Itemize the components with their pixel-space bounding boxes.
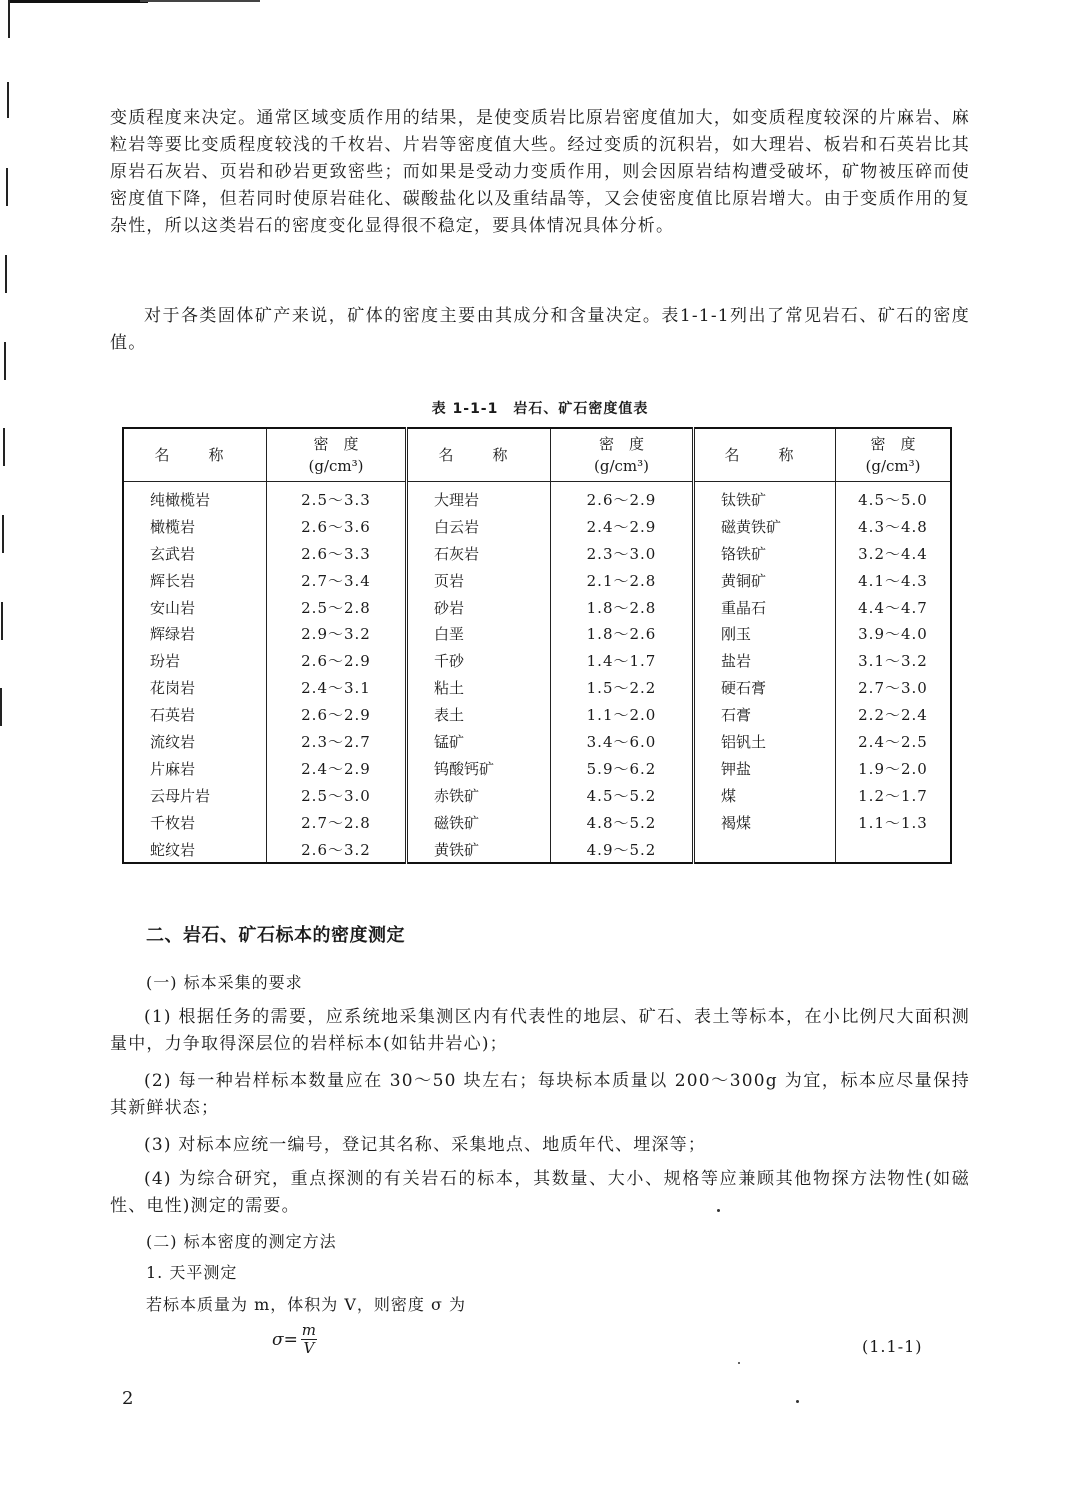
cell-name: 铝钒土 [694,728,836,755]
cell-name: 刚玉 [694,620,836,647]
cell-name: 钨酸钙矿 [407,755,551,782]
cell-name: 表土 [407,701,551,728]
cell-density: 2.6～3.3 [267,540,407,567]
header-density-label: 密 度 [598,435,644,453]
cell-name: 安山岩 [150,598,196,617]
formula-denominator: V [303,1339,315,1357]
header-name: 名 称 [694,428,836,482]
cell-density: 5.9～6.2 [551,755,694,782]
cell-density: 2.5～3.3 [267,482,407,513]
cell-density: 3.4～6.0 [551,728,694,755]
header-unit: (g/cm³) [865,457,921,475]
scan-speck [738,1362,740,1364]
cell-name: 盐岩 [694,647,836,674]
binding-edge-mark [0,688,2,726]
header-density [267,428,407,482]
cell-name: 粘土 [407,674,551,701]
cell-density: 1.4～1.7 [551,647,694,674]
table-row [123,755,951,782]
cell-name: 磁黄铁矿 [694,513,836,540]
cell-density: 2.1～2.8 [551,567,694,594]
header-density [551,428,694,482]
cell-name: 千砂 [407,647,551,674]
cell-name: 硬石膏 [694,674,836,701]
cell-name: 石灰岩 [407,540,551,567]
cell-density: 2.6～3.6 [267,513,407,540]
cell-name: 辉长岩 [150,571,196,590]
header-density-label: 密 度 [870,435,916,453]
fraction [301,1322,317,1357]
cell-density: 3.2～4.4 [836,540,952,567]
cell-name: 白云岩 [407,513,551,540]
cell-density: 1.5～2.2 [551,674,694,701]
cell-density: 1.8～2.6 [551,620,694,647]
table-row [123,647,951,674]
binding-edge-mark [3,428,5,466]
cell-density: 2.7～3.0 [836,674,952,701]
cell-name: 钾盐 [694,755,836,782]
subsection-heading-3: 1. 天平测定 [146,1263,238,1282]
cell-name: 黄铁矿 [407,836,551,864]
cell-density: 2.4～2.5 [836,728,952,755]
cell-density [836,836,952,864]
table-row [123,836,951,864]
list-item-1: (1) 根据任务的需要，应系统地采集测区内有代表性的地层、矿石、表土等标本，在小比例尺大面积测量中，力争取得深层位的岩样标本(如钻井岩心)； [110,1007,970,1054]
cell-density: 2.2～2.4 [836,701,952,728]
body-paragraph-2: 对于各类固体矿产来说，矿体的密度主要由其成分和含量决定。表1-1-1列出了常见岩石、矿石的密度值。 [110,306,970,353]
header-density [836,428,952,482]
header-unit: (g/cm³) [594,457,649,475]
formula-numerator: m [301,1321,316,1339]
cell-density: 2.5～3.0 [267,782,407,809]
cell-name: 玢岩 [150,652,181,671]
cell-density: 4.1～4.3 [836,567,952,594]
cell-density: 2.4～2.9 [551,513,694,540]
cell-name: 橄榄岩 [150,517,196,536]
cell-name: 页岩 [407,567,551,594]
cell-density: 4.4～4.7 [836,594,952,621]
cell-name: 砂岩 [407,594,551,621]
binding-edge-mark [1,602,3,640]
binding-edge-mark [4,342,6,380]
scan-speck [796,1400,799,1403]
table-row [123,540,951,567]
cell-density: 2.7～3.4 [267,567,407,594]
cell-name [694,836,836,864]
table-row [123,674,951,701]
cell-name: 磁铁矿 [407,809,551,836]
list-item-4: (4) 为综合研究，重点探测的有关岩石的标本，其数量、大小、规格等应兼顾其他物探方法物性(如磁性、电性)测定的需要。 [110,1169,970,1216]
cell-name: 石膏 [694,701,836,728]
table-row [123,620,951,647]
cell-name: 玄武岩 [150,544,196,563]
cell-density: 2.4～3.1 [267,674,407,701]
cell-name: 大理岩 [407,482,551,513]
cell-density: 2.6～3.2 [267,836,407,864]
cell-density: 2.3～3.0 [551,540,694,567]
cell-name: 云母片岩 [150,786,211,805]
header-name: 名 称 [123,428,267,482]
cell-density: 4.8～5.2 [551,809,694,836]
subsection-heading-1: (一) 标本采集的要求 [146,973,303,992]
cell-name: 黄铜矿 [694,567,836,594]
cell-density: 4.9～5.2 [551,836,694,864]
scan-edge-mark [8,0,148,3]
cell-density: 2.6～2.9 [267,647,407,674]
cell-density: 1.1～1.3 [836,809,952,836]
table-header-row [123,428,951,482]
body-paragraph-1: 变质程度来决定。通常区域变质作用的结果，是使变质岩比原岩密度值加大，如变质程度较深的片麻岩、麻粒岩等要比变质程度较浅的千枚岩、片岩等密度值大些。经过变质的沉积岩，如大理岩、板岩和石英岩比其原岩石灰岩、页岩和砂岩更致密些；而如果是受动力变质作用，则会因原岩结构遭受破坏，矿物被压碎而使密度值下降，但若同时使原岩硅化、碳酸盐化以及重结晶等，又会使密度值比原岩增大。由于变质作用的复杂性，所以这类岩石的密度变化显得很不稳定，要具体情况具体分析。 [110,108,970,236]
subsection-heading-2: (二) 标本密度的测定方法 [146,1232,337,1251]
table-row [123,728,951,755]
cell-name: 流纹岩 [150,732,196,751]
cell-density: 1.9～2.0 [836,755,952,782]
cell-density: 1.8～2.8 [551,594,694,621]
cell-name: 赤铁矿 [407,782,551,809]
density-table [122,427,952,864]
table-row [123,594,951,621]
header-name: 名 称 [407,428,551,482]
table-row [123,809,951,836]
cell-density: 4.3～4.8 [836,513,952,540]
header-density-label: 密 度 [313,435,359,453]
density-formula [272,1322,317,1357]
cell-density: 4.5～5.2 [551,782,694,809]
binding-edge-mark [8,0,10,38]
cell-density: 2.4～2.9 [267,755,407,782]
cell-density: 4.5～5.0 [836,482,952,513]
formula-lhs: σ= [272,1329,298,1350]
cell-name: 锰矿 [407,728,551,755]
cell-density: 2.5～2.8 [267,594,407,621]
cell-name: 蛇纹岩 [150,840,196,859]
cell-density: 3.9～4.0 [836,620,952,647]
cell-name: 辉绿岩 [150,625,196,644]
table-caption: 表 1-1-1 岩石、矿石密度值表 [431,401,649,417]
cell-name: 片麻岩 [150,759,196,778]
cell-density: 2.9～3.2 [267,620,407,647]
cell-density: 1.2～1.7 [836,782,952,809]
cell-density: 2.7～2.8 [267,809,407,836]
list-item-2: (2) 每一种岩样标本数量应在 30～50 块左右；每块标本质量以 200～300g 为宜，标本应尽量保持其新鲜状态； [110,1071,970,1118]
page-number: 2 [122,1388,134,1409]
cell-name: 煤 [694,782,836,809]
cell-name: 白垩 [407,620,551,647]
cell-name: 钛铁矿 [694,482,836,513]
cell-name: 千枚岩 [150,813,196,832]
table-row [123,567,951,594]
table-row [123,482,951,513]
cell-name: 重晶石 [694,594,836,621]
scan-speck [717,1209,720,1212]
cell-name: 铬铁矿 [694,540,836,567]
scan-edge-mark [140,0,260,2]
cell-name: 花岗岩 [150,679,196,698]
cell-density: 3.1～3.2 [836,647,952,674]
cell-name: 纯橄榄岩 [150,490,211,509]
binding-edge-mark [6,168,8,206]
section-heading: 二、岩石、矿石标本的密度测定 [146,925,405,946]
cell-name: 石英岩 [150,706,196,725]
binding-edge-mark [7,82,9,118]
binding-edge-mark [5,255,7,293]
cell-density: 1.1～2.0 [551,701,694,728]
table-row [123,513,951,540]
formula-intro: 若标本质量为 m，体积为 V，则密度 σ 为 [146,1295,466,1314]
equation-number: (1.1-1) [862,1337,923,1356]
cell-density: 2.6～2.9 [267,701,407,728]
binding-edge-mark [2,515,4,553]
cell-name: 褐煤 [694,809,836,836]
cell-density: 2.6～2.9 [551,482,694,513]
header-unit: (g/cm³) [308,457,364,475]
table-row [123,701,951,728]
list-item-3: (3) 对标本应统一编号，登记其名称、采集地点、地质年代、埋深等； [144,1135,707,1155]
cell-density: 2.3～2.7 [267,728,407,755]
table-row [123,782,951,809]
